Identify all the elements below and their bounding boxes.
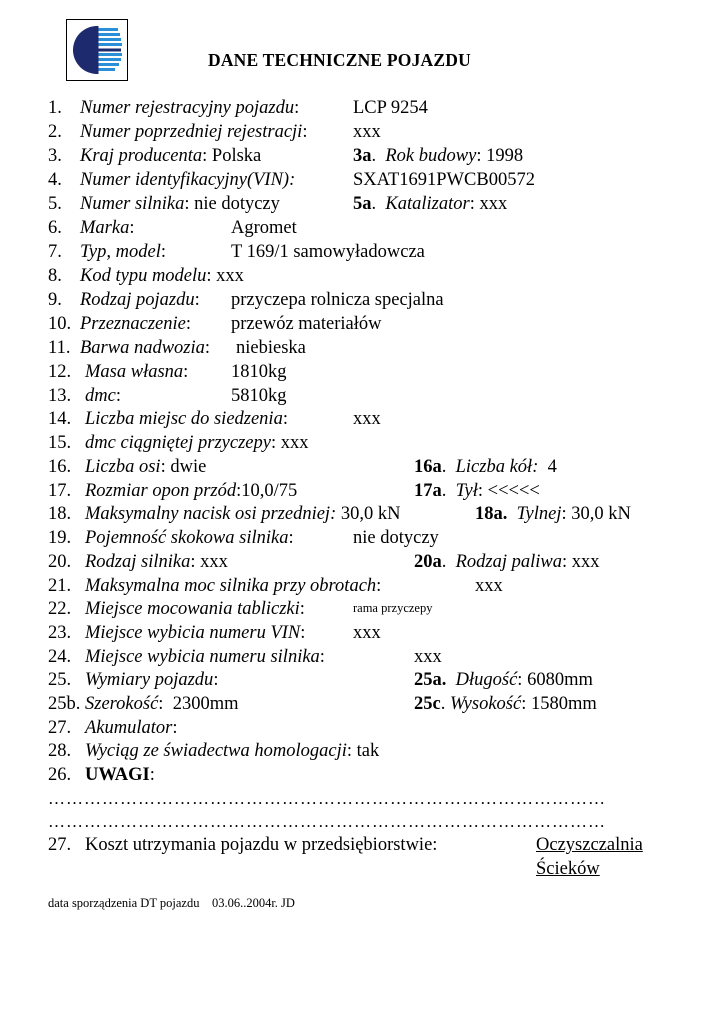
row-8-label: Kod typu modelu — [80, 266, 207, 286]
row-17a-number: 17a — [414, 481, 442, 501]
row-12-number: 12. — [48, 362, 72, 382]
row-19-label: Pojemność skokowa silnika — [85, 528, 289, 548]
row-20a-number: 20a — [414, 552, 442, 572]
row-16a-value: 4 — [547, 457, 557, 477]
row-17-label: Rozmiar opon przód — [85, 481, 237, 501]
row-25c-label: Wysokość — [449, 694, 522, 714]
cost-label: Koszt utrzymania pojazdu w przedsiębiorstwie: — [85, 835, 438, 855]
row-9-value: przyczepa rolnicza specjalna — [231, 290, 444, 310]
row-25b-label: Szerokość — [85, 694, 159, 714]
row-23-number: 23. — [48, 623, 72, 643]
row-23-value: xxx — [353, 623, 381, 643]
row-12-value: 1810kg — [231, 362, 287, 382]
cost-number: 27. — [48, 835, 72, 855]
row-23-label: Miejsce wybicia numeru VIN — [85, 623, 301, 643]
row-25-number: 25. — [48, 670, 72, 690]
row-16a-label: Liczba kół: — [455, 457, 539, 477]
row-17a-label: Tył — [455, 481, 478, 501]
row-4-number: 4. — [48, 170, 62, 190]
row-25a-label: Długość — [455, 670, 518, 690]
row-22-label: Miejsce mocowania tabliczki — [85, 599, 300, 619]
row-18-label: Maksymalny nacisk osi przedniej: — [85, 504, 337, 524]
row-16a-number: 16a — [414, 457, 442, 477]
row-11-label: Barwa nadwozia — [80, 338, 205, 358]
row-24-label: Miejsce wybicia numeru silnika — [85, 647, 320, 667]
logo-emblem-icon — [67, 20, 127, 80]
row-18-value: 30,0 kN — [340, 504, 401, 524]
row-28-number: 28. — [48, 741, 72, 761]
row-20-number: 20. — [48, 552, 72, 572]
row-4-label: Numer identyfikacyjny(VIN): — [80, 170, 296, 190]
row-3-label: Kraj producenta — [80, 146, 203, 166]
row-1-label: Numer rejestracyjny pojazdu — [80, 98, 295, 118]
row-5a-number: 5a — [353, 194, 372, 214]
row-20-label: Rodzaj silnika — [85, 552, 191, 572]
row-17-value: 10,0/75 — [241, 481, 298, 501]
row-22-number: 22. — [48, 599, 72, 619]
row-5-value: nie dotyczy — [194, 194, 280, 214]
row-6-number: 6. — [48, 218, 62, 238]
page-title: DANE TECHNICZNE POJAZDU — [208, 50, 471, 70]
row-5-number: 5. — [48, 194, 62, 214]
row-20a-label: Rodzaj paliwa — [455, 552, 563, 572]
cost-value-line-2: Ścieków — [536, 859, 600, 879]
footer-value: 03.06..2004r. JD — [211, 896, 295, 910]
row-3-number: 3. — [48, 146, 62, 166]
row-6-value: Agromet — [231, 218, 297, 238]
row-13-number: 13. — [48, 386, 72, 406]
row-8-value: xxx — [216, 266, 244, 286]
row-5a-value: xxx — [479, 194, 508, 214]
row-3a-number: 3a — [353, 146, 372, 166]
row-18a-label: Tylnej — [516, 504, 562, 524]
row-16-value: dwie — [170, 457, 207, 477]
company-logo — [66, 19, 128, 81]
row-25c-value: 1580mm — [530, 694, 597, 714]
row-18a-value: 30,0 kN — [571, 504, 631, 524]
row-21-label: Maksymalna moc silnika przy obrotach — [85, 576, 377, 596]
row-22-value: rama przyczepy — [353, 601, 433, 615]
row-25a-value: 6080mm — [527, 670, 593, 690]
row-3a-label: Rok budowy — [385, 146, 477, 166]
footer-label: data sporządzenia DT pojazdu — [48, 896, 200, 910]
row-3a-value: 1998 — [486, 146, 524, 166]
row-14-value: xxx — [353, 409, 381, 429]
row-16-label: Liczba osi — [85, 457, 161, 477]
row-1-value: LCP 9254 — [353, 98, 428, 118]
row-4-value: SXAT1691PWCB00572 — [353, 170, 535, 190]
row-27-label: Akumulator — [85, 718, 173, 738]
cost-value-line-1: Oczyszczalnia — [536, 835, 643, 855]
row-14-label: Liczba miejsc do siedzenia — [85, 409, 283, 429]
row-1 — [48, 97, 62, 119]
row-26-number: 26. — [48, 765, 72, 785]
row-25b-number: 25b. — [48, 694, 81, 714]
row-25a-number: 25a. — [414, 670, 447, 690]
row-9-number: 9. — [48, 290, 62, 310]
row-18a-number: 18a. — [475, 504, 508, 524]
row-3-value: Polska — [211, 146, 262, 166]
row-9-label: Rodzaj pojazdu — [80, 290, 195, 310]
row-5-label: Numer silnika — [80, 194, 185, 214]
row-26-label: UWAGI — [85, 765, 150, 785]
row-11-value: niebieska — [236, 338, 306, 358]
row-2-value: xxx — [353, 122, 381, 142]
row-18-number: 18. — [48, 504, 72, 524]
row-5a-label: Katalizator — [385, 194, 470, 214]
row-21-number: 21. — [48, 576, 72, 596]
row-15-value: xxx — [280, 433, 309, 453]
row-2-number: 2. — [48, 122, 62, 142]
row-19-value: nie dotyczy — [353, 528, 439, 548]
row-number: 1. — [48, 98, 62, 118]
row-28-value: tak — [356, 741, 380, 761]
row-19-number: 19. — [48, 528, 72, 548]
row-13-value: 5810kg — [231, 386, 287, 406]
row-14-number: 14. — [48, 409, 72, 429]
row-7-number: 7. — [48, 242, 62, 262]
row-12-label: Masa własna — [85, 362, 184, 382]
row-10-label: Przeznaczenie — [80, 314, 186, 334]
dotted-line-1: ………………………………………………………………………………… — [48, 789, 606, 808]
row-25c-number: 25c — [414, 694, 441, 714]
row-10-value: przewóz materiałów — [231, 314, 382, 334]
row-15-label: dmc ciągniętej przyczepy — [85, 433, 271, 453]
row-17a-value: <<<<< — [487, 481, 540, 501]
row-7-label: Typ, model — [80, 242, 161, 262]
row-15-number: 15. — [48, 433, 72, 453]
row-10-number: 10. — [48, 314, 72, 334]
row-25-label: Wymiary pojazdu — [85, 670, 214, 690]
row-8-number: 8. — [48, 266, 62, 286]
row-21-value: xxx — [475, 576, 503, 596]
row-2-label: Numer poprzedniej rejestracji — [80, 122, 303, 142]
dotted-line-2: ………………………………………………………………………………… — [48, 812, 606, 831]
row-24-number: 24. — [48, 647, 72, 667]
row-24-value: xxx — [414, 647, 442, 667]
row-28-label: Wyciąg ze świadectwa homologacji — [85, 741, 347, 761]
row-16-number: 16. — [48, 457, 72, 477]
row-25b-value: 2300mm — [172, 694, 239, 714]
row-27-number: 27. — [48, 718, 72, 738]
row-7-value: T 169/1 samowyładowcza — [231, 242, 425, 262]
row-11-number: 11. — [48, 338, 71, 358]
row-20a-value: xxx — [571, 552, 600, 572]
row-6-label: Marka — [80, 218, 130, 238]
row-13-label: dmc — [85, 386, 116, 406]
row-17-number: 17. — [48, 481, 72, 501]
row-20-value: xxx — [200, 552, 228, 572]
